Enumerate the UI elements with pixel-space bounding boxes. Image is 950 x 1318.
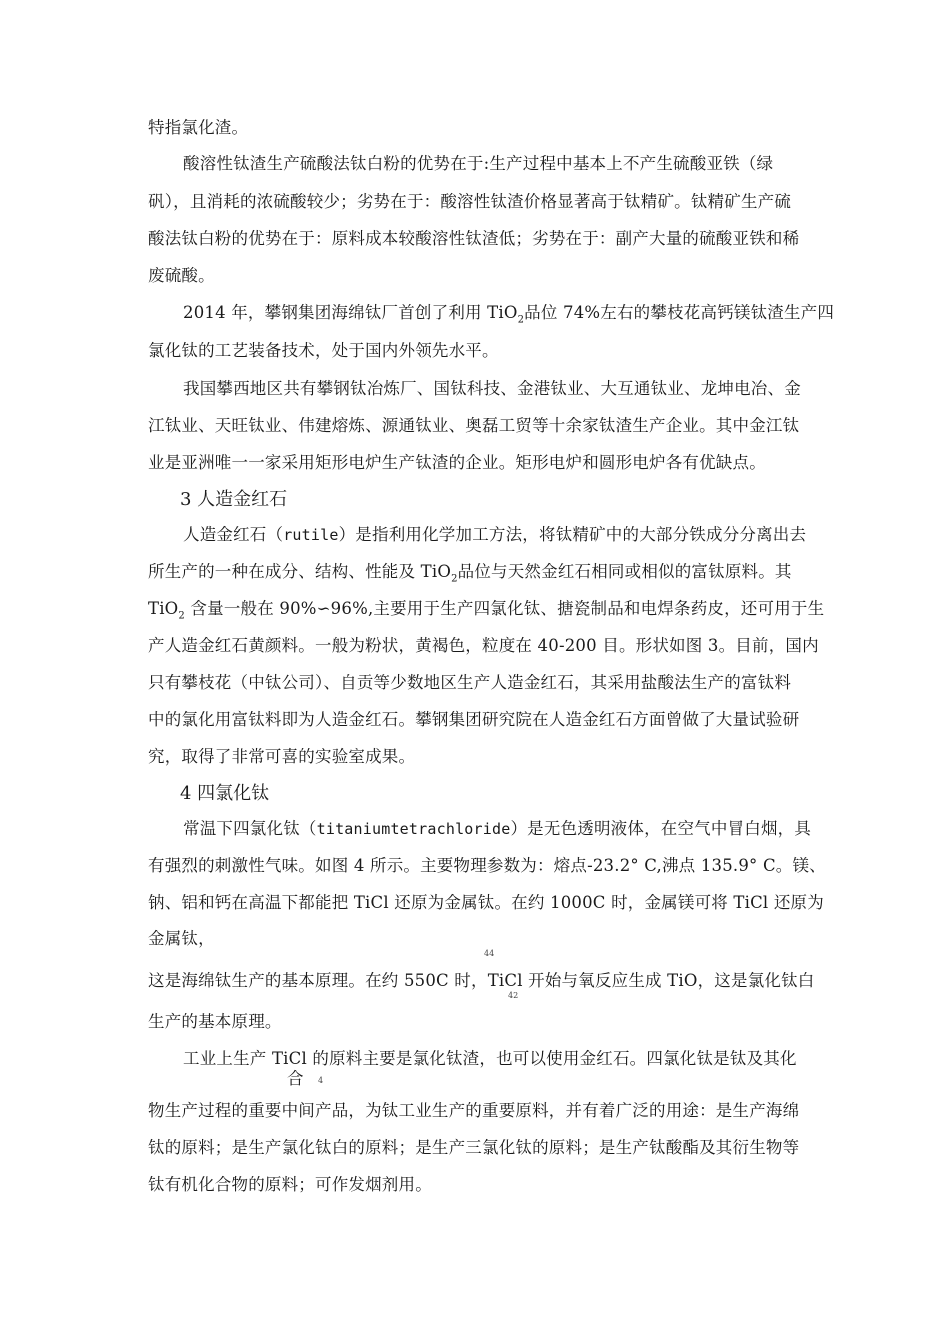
text-line: 业是亚洲唯一一家采用矩形电炉生产钛渣的企业。矩形电炉和圆形电炉各有优缺点。 — [148, 453, 766, 472]
section-heading: 4 四氯化钛 — [180, 783, 270, 804]
term: rutile — [283, 526, 339, 544]
section-heading: 3 人造金红石 — [180, 489, 288, 510]
text-run: ）是无色透明液体，在空气中冒白烟，具 — [510, 819, 812, 838]
text-line: 合 — [287, 1069, 304, 1088]
text-run: 品位 74%左右的攀枝花高钙镁钛渣生产四 — [524, 303, 835, 322]
text-line: 物生产过程的重要中间产品，为钛工业生产的重要原料，并有着广泛的用途：是生产海绵 — [148, 1101, 800, 1120]
text-line — [183, 302, 834, 331]
text-line — [148, 561, 792, 590]
text-line: 产人造金红石黄颜料。一般为粉状，黄褐色，粒度在 40-200 目。形状如图 3。目前，国内 — [148, 636, 819, 655]
text-run: ）是指利用化学加工方法，将钛精矿中的大部分铁成分分离出去 — [338, 525, 807, 544]
text-line: 钛的原料；是生产氯化钛白的原料；是生产三氯化钛的原料；是生产钛酸酯及其衍生物等 — [148, 1138, 800, 1157]
text-line — [183, 524, 806, 546]
text-line: 只有攀枝花（中钛公司）、自贡等少数地区生产人造金红石，其采用盐酸法生产的富钛料 — [148, 673, 792, 692]
text-line: 究，取得了非常可喜的实验室成果。 — [148, 747, 416, 766]
text-line — [183, 818, 811, 840]
text-line: 工业上生产 TiCl 的原料主要是氯化钛渣，也可以使用金红石。四氯化钛是钛及其化 — [183, 1049, 797, 1068]
text-run: 2014 年，攀钢集团海绵钛厂首创了利用 TiO — [183, 303, 518, 322]
subscript: 2 — [517, 314, 525, 326]
text-line: 江钛业、天旺钛业、伟建熔炼、源通钛业、奥磊工贸等十余家钛渣生产企业。其中金江钛 — [148, 416, 800, 435]
footnote-marker: 4 — [318, 1076, 324, 1085]
text-line: 废硫酸。 — [148, 266, 215, 285]
text-run: 品位与天然金红石相同或相似的富钛原料。其 — [457, 562, 792, 581]
text-line: 我国攀西地区共有攀钢钛冶炼厂、国钛科技、金港钛业、大互通钛业、龙坤电冶、金 — [183, 379, 801, 398]
text-run: 含量一般在 90%∽96%,主要用于生产四氯化钛、搪瓷制品和电焊条药皮，还可用于生 — [184, 599, 825, 618]
text-line: 矾），且消耗的浓硫酸较少；劣势在于：酸溶性钛渣价格显著高于钛精矿。钛精矿生产硫 — [148, 192, 792, 211]
text-line: 这是海绵钛生产的基本原理。在约 550C 时，TiCl 开始与氧反应生成 TiO，这是氯化钛白 — [148, 971, 815, 990]
text-line: 酸溶性钛渣生产硫酸法钛白粉的优势在于:生产过程中基本上不产生硫酸亚铁（绿 — [183, 154, 774, 173]
text-line — [148, 598, 824, 627]
footnote-marker: 42 — [508, 991, 519, 1000]
text-line: 中的氯化用富钛料即为人造金红石。攀钢集团研究院在人造金红石方面曾做了大量试验研 — [148, 710, 800, 729]
text-line: 钠、铝和钙在高温下都能把 TiCl 还原为金属钛。在约 1000C 时，金属镁可将 TiCl 还原为 — [148, 893, 824, 912]
term: titaniumtetrachloride — [316, 820, 511, 838]
text-run: 所生产的一种在成分、结构、性能及 TiO — [148, 562, 452, 581]
text-line: 有强烈的刺激性气味。如图 4 所示。主要物理参数为：熔点-23.2° C,沸点 135.9° C。镁、 — [148, 856, 826, 875]
subscript: 2 — [451, 573, 458, 585]
text-run: 人造金红石（ — [183, 525, 284, 544]
text-line: 生产的基本原理。 — [148, 1012, 282, 1031]
text-line: 特指氯化渣。 — [148, 118, 249, 137]
text-line: 酸法钛白粉的优势在于：原料成本较酸溶性钛渣低；劣势在于：副产大量的硫酸亚铁和稀 — [148, 229, 800, 248]
text-line: 氯化钛的工艺装备技术，处于国内外领先水平。 — [148, 341, 499, 360]
subscript: 2 — [178, 610, 185, 622]
text-line: 金属钛， — [148, 929, 215, 948]
text-run: 常温下四氯化钛（ — [183, 819, 317, 838]
text-run: TiO — [148, 599, 179, 618]
footnote-marker: 44 — [484, 949, 495, 958]
text-line: 钛有机化合物的原料；可作发烟剂用。 — [148, 1175, 432, 1194]
